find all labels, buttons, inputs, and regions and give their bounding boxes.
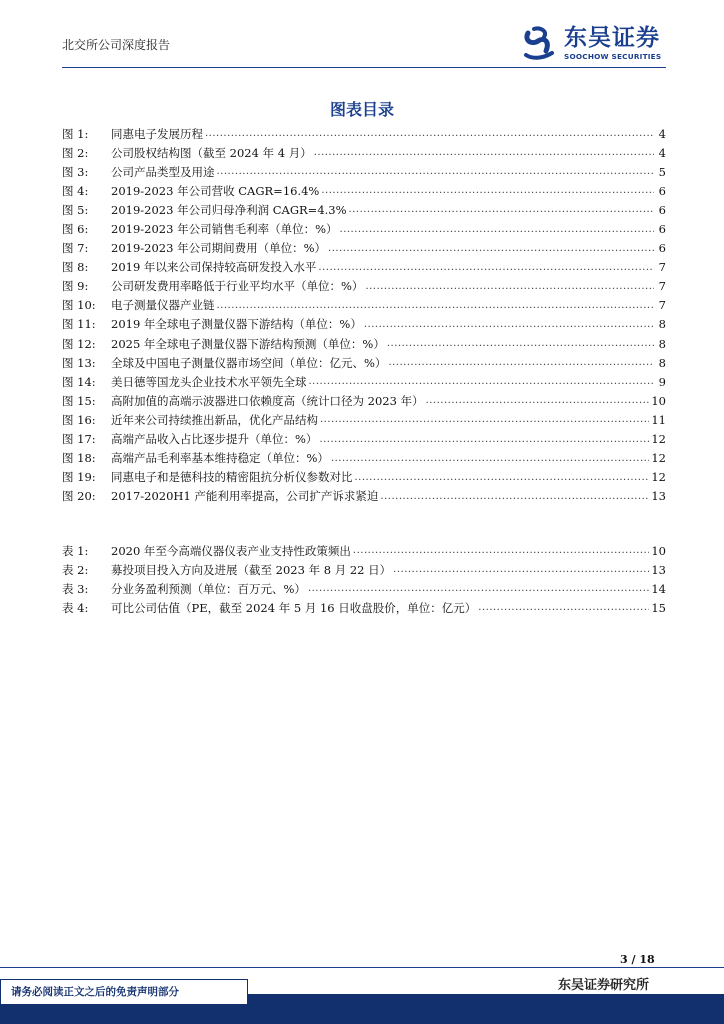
figure-entry-label: 图 15: (62, 393, 96, 408)
table-entry-label: 表 3: (62, 581, 89, 596)
figure-entry-label: 图 4: (62, 183, 89, 198)
figure-entry[interactable] (62, 200, 666, 219)
figure-entry-label: 图 8: (62, 260, 89, 275)
figure-entry-label: 图 12: (62, 336, 96, 351)
figure-entry-title: 2017-2020H1 产能利用率提高，公司扩产诉求紧迫 (111, 489, 379, 504)
figure-entry-label: 图 7: (62, 241, 89, 256)
figure-entry-label: 图 16: (62, 412, 96, 427)
figure-entry-title: 高附加值的高端示波器进口依赖度高（统计口径为 2023 年） (111, 393, 424, 408)
figure-entry-page: 8 (658, 317, 666, 332)
disclaimer-note: 请务必阅读正文之后的免责声明部分 (0, 979, 248, 1005)
soochow-logo (522, 25, 672, 63)
figure-entry-leader-dots (217, 166, 655, 177)
figure-entry-title: 2019 年全球电子测量仪器下游结构（单位：%） (111, 317, 362, 332)
figure-entry-page: 9 (658, 374, 666, 389)
table-entry-leader-dots (353, 545, 649, 556)
figure-entry-label: 图 6: (62, 222, 89, 237)
figure-entry-leader-dots (355, 472, 650, 483)
figure-entry-title: 2025 年全球电子测量仪器下游结构预测（单位：%） (111, 336, 385, 351)
figure-entry[interactable] (62, 334, 666, 353)
figure-entry-page: 10 (651, 393, 666, 408)
figure-entry-title: 同惠电子和是德科技的精密阻抗分析仪参数对比 (111, 470, 353, 485)
figure-entry[interactable] (62, 410, 666, 429)
figure-entry-title: 2019-2023 年公司营收 CAGR=16.4% (111, 183, 320, 198)
figure-entry-title: 高端产品毛利率基本维持稳定（单位：%） (111, 451, 329, 466)
figure-entry-page: 4 (658, 126, 666, 141)
figure-entry-label: 图 19: (62, 470, 96, 485)
table-entry-leader-dots (478, 602, 649, 613)
figure-entry-page: 7 (658, 260, 666, 275)
figure-entry-title: 同惠电子发展历程 (111, 126, 203, 141)
figure-entry-leader-dots (318, 262, 654, 273)
figure-entry-page: 6 (658, 183, 666, 198)
figure-entry[interactable] (62, 353, 666, 372)
figure-entry[interactable] (62, 258, 666, 277)
figure-entry-page: 12 (651, 470, 666, 485)
table-entry-title: 2020 年至今高端仪器仪表产业支持性政策频出 (111, 543, 351, 558)
table-entry[interactable] (62, 579, 666, 598)
table-entry-leader-dots (393, 564, 649, 575)
table-entry[interactable] (62, 541, 666, 560)
logo-en-text: SOOCHOW SECURITIES (564, 52, 662, 61)
figure-entry-leader-dots (331, 453, 649, 464)
figure-entry[interactable] (62, 296, 666, 315)
figure-entry-title: 2019-2023 年公司销售毛利率（单位：%） (111, 222, 338, 237)
figure-entry-leader-dots (321, 185, 654, 196)
figure-entry-label: 图 13: (62, 355, 96, 370)
figure-entry-title: 公司产品类型及用途 (111, 164, 215, 179)
figure-entry-page: 8 (658, 336, 666, 351)
figure-entry-leader-dots (309, 376, 655, 387)
figure-entry-leader-dots (328, 243, 654, 254)
figure-entry-label: 图 5: (62, 202, 89, 217)
figure-list (62, 124, 666, 506)
footer-divider (0, 967, 724, 968)
page-title: 图表目录 (329, 100, 394, 119)
figure-entry-leader-dots (349, 204, 654, 215)
figure-entry-label: 图 1: (62, 126, 89, 141)
figure-entry-leader-dots (340, 224, 654, 235)
figure-entry-title: 高端产品收入占比逐步提升（单位：%） (111, 432, 318, 447)
figure-entry-page: 6 (658, 202, 666, 217)
figure-entry[interactable] (62, 162, 666, 181)
table-entry-page: 14 (651, 581, 666, 596)
figure-entry-leader-dots (319, 434, 649, 445)
figure-entry-title: 近年来公司持续推出新品，优化产品结构 (111, 412, 318, 427)
table-entry[interactable] (62, 598, 666, 617)
page-number: 3 / 18 (620, 953, 655, 966)
figure-entry-page: 5 (658, 164, 666, 179)
figure-entry-label: 图 2: (62, 145, 89, 160)
figure-entry-page: 7 (658, 279, 666, 294)
figure-entry-page: 8 (658, 355, 666, 370)
figure-entry[interactable] (62, 277, 666, 296)
table-entry[interactable] (62, 560, 666, 579)
table-entry-title: 可比公司估值（PE，截至 2024 年 5 月 16 日收盘股价，单位：亿元） (111, 600, 477, 615)
figure-entry[interactable] (62, 468, 666, 487)
figure-entry[interactable] (62, 487, 666, 506)
figure-entry-title: 美日德等国龙头企业技术水平领先全球 (111, 374, 307, 389)
figure-entry-label: 图 9: (62, 279, 89, 294)
table-entry-label: 表 4: (62, 600, 89, 615)
figure-entry[interactable] (62, 449, 666, 468)
figure-entry-page: 4 (658, 145, 666, 160)
figure-entry-page: 7 (658, 298, 666, 313)
logo-cn-text: 东吴证券 (564, 25, 660, 51)
header-divider (62, 67, 666, 68)
table-entry-label: 表 1: (62, 543, 89, 558)
figure-entry-title: 2019 年以来公司保持较高研发投入水平 (111, 260, 317, 275)
figure-entry-page: 11 (651, 412, 666, 427)
figure-entry-title: 公司研发费用率略低于行业平均水平（单位：%） (111, 279, 364, 294)
figure-entry-leader-dots (365, 281, 654, 292)
figure-entry-leader-dots (426, 395, 650, 406)
figure-entry-leader-dots (320, 414, 649, 425)
figure-entry-label: 图 20: (62, 489, 96, 504)
figure-entry-leader-dots (217, 300, 655, 311)
figure-entry[interactable] (62, 430, 666, 449)
figure-entry-label: 图 11: (62, 317, 96, 332)
table-entry-title: 募投项目投入方向及进展（截至 2023 年 8 月 22 日） (111, 562, 392, 577)
table-entry-leader-dots (308, 583, 649, 594)
table-entry-label: 表 2: (62, 562, 89, 577)
figure-entry-title: 公司股权结构图（截至 2024 年 4 月） (111, 145, 312, 160)
figure-entry-title: 电子测量仪器产业链 (111, 298, 215, 313)
figure-entry[interactable] (62, 219, 666, 238)
figure-entry-label: 图 17: (62, 432, 96, 447)
figure-entry[interactable] (62, 372, 666, 391)
table-entry-title: 分业务盈利预测（单位：百万元、%） (111, 581, 306, 596)
figure-entry-title: 全球及中国电子测量仪器市场空间（单位：亿元、%） (111, 355, 387, 370)
figure-entry-leader-dots (387, 338, 654, 349)
figure-entry[interactable] (62, 181, 666, 200)
figure-entry-leader-dots (380, 491, 649, 502)
figure-entry[interactable] (62, 143, 666, 162)
figure-entry-page: 6 (658, 222, 666, 237)
table-list (62, 541, 666, 617)
figure-entry-title: 2019-2023 年公司归母净利润 CAGR=4.3% (111, 202, 347, 217)
figure-entry-label: 图 3: (62, 164, 89, 179)
report-type-label: 北交所公司深度报告 (62, 38, 171, 52)
figure-entry-page: 12 (651, 432, 666, 447)
figure-entry-title: 2019-2023 年公司期间费用（单位：%） (111, 241, 327, 256)
figure-entry-leader-dots (314, 147, 654, 158)
figure-entry-label: 图 14: (62, 374, 96, 389)
figure-entry-leader-dots (205, 128, 654, 139)
figure-entry-page: 12 (651, 451, 666, 466)
table-entry-page: 13 (651, 562, 666, 577)
soochow-logo-icon (522, 25, 558, 61)
figure-entry[interactable] (62, 391, 666, 410)
figure-entry[interactable] (62, 239, 666, 258)
figure-entry[interactable] (62, 124, 666, 143)
figure-entry-leader-dots (388, 357, 654, 368)
table-entry-page: 15 (651, 600, 666, 615)
figure-entry-page: 13 (651, 489, 666, 504)
figure-entry-label: 图 10: (62, 298, 96, 313)
institute-name: 东吴证券研究所 (558, 978, 650, 993)
figure-entry-page: 6 (658, 241, 666, 256)
figure-entry-label: 图 18: (62, 451, 96, 466)
figure-entry-leader-dots (364, 319, 654, 330)
figure-entry[interactable] (62, 315, 666, 334)
table-entry-page: 10 (651, 543, 666, 558)
